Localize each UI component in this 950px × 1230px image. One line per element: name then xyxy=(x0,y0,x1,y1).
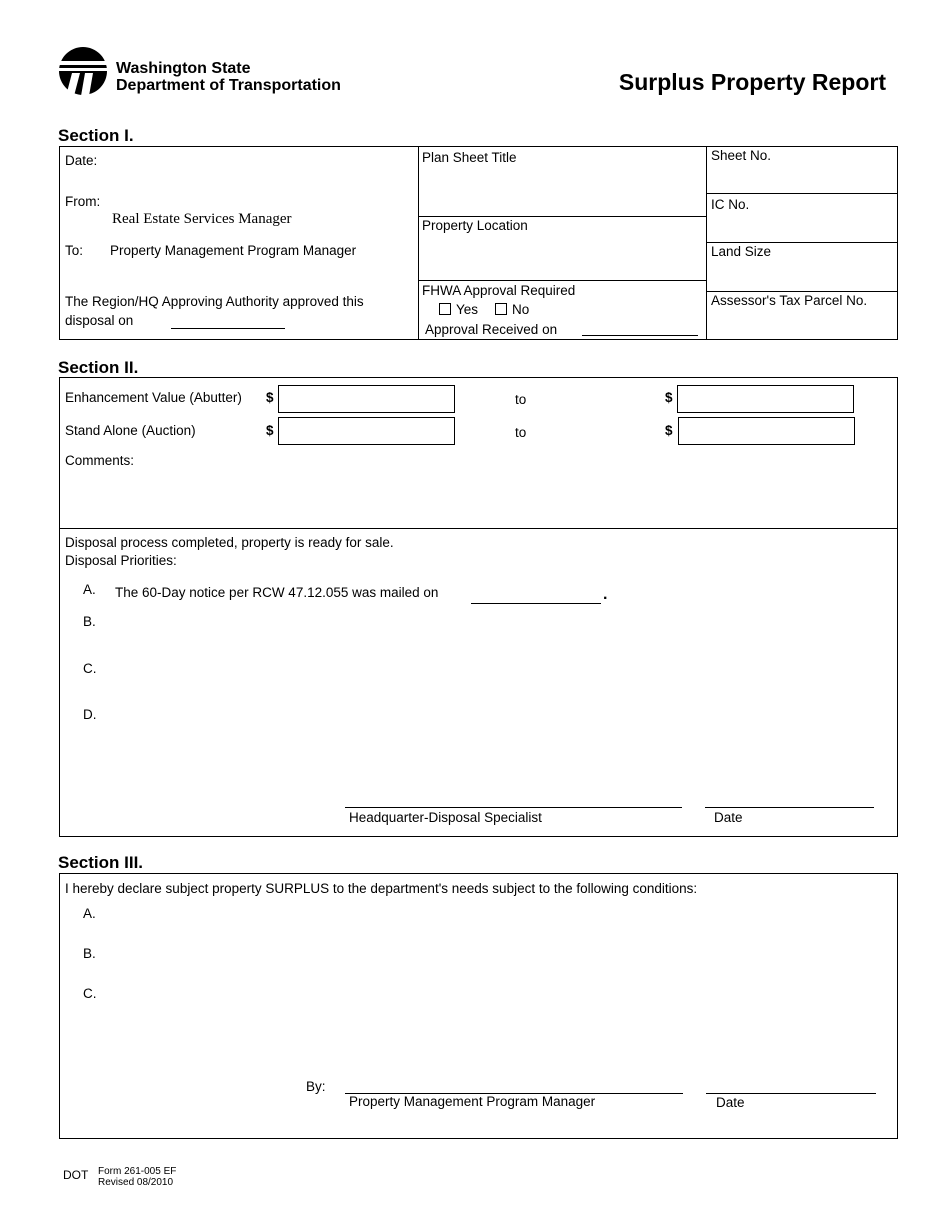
condition-a-letter: A. xyxy=(83,906,96,921)
to-label: To: xyxy=(65,243,84,258)
hq-signature-line[interactable] xyxy=(345,807,682,808)
by-label: By: xyxy=(306,1079,326,1094)
enhancement-label: Enhancement Value (Abutter) xyxy=(65,390,242,405)
pm-date-label: Date xyxy=(716,1095,745,1110)
land-size-label: Land Size xyxy=(711,244,772,259)
enhancement-value-to-input[interactable] xyxy=(677,385,854,413)
sheet-no-label: Sheet No. xyxy=(711,148,772,163)
stand-alone-value-from-input[interactable] xyxy=(278,417,455,445)
section2-box xyxy=(59,377,898,837)
page-title: Surplus Property Report xyxy=(618,69,886,95)
wsdot-logo xyxy=(58,46,108,96)
priority-d-letter: D. xyxy=(83,707,97,722)
wsdot-logo-icon xyxy=(58,46,108,96)
comments-label: Comments: xyxy=(65,453,135,468)
enhancement-value-from-input[interactable] xyxy=(278,385,455,413)
fhwa-yes-label: Yes xyxy=(456,302,479,317)
from-value: Real Estate Services Manager xyxy=(112,211,292,227)
stand-alone-dollar-to: $ xyxy=(665,423,673,438)
section1-heading: Section I. xyxy=(58,126,134,145)
disposal-priorities-label: Disposal Priorities: xyxy=(65,553,177,568)
plan-sheet-title-label: Plan Sheet Title xyxy=(422,150,517,165)
approval-received-line[interactable] xyxy=(582,335,698,336)
fhwa-no-checkbox[interactable] xyxy=(495,303,507,315)
disposal-complete-text: Disposal process completed, property is ready for sale. xyxy=(65,535,394,550)
ic-no-label: IC No. xyxy=(711,197,750,212)
stand-alone-value-to-input[interactable] xyxy=(678,417,855,445)
stand-alone-dollar-from: $ xyxy=(266,423,274,438)
hq-date-line[interactable] xyxy=(705,807,874,808)
pm-date-line[interactable] xyxy=(706,1093,876,1094)
enhancement-to-label: to xyxy=(515,392,527,407)
stand-alone-to-label: to xyxy=(515,425,527,440)
section3-heading: Section III. xyxy=(58,853,144,872)
fhwa-yes-checkbox[interactable] xyxy=(439,303,451,315)
notice-period: . xyxy=(603,586,608,603)
approval-text-line2: disposal on xyxy=(65,313,134,328)
org-name-line1: Washington State xyxy=(116,60,251,77)
priority-a-letter: A. xyxy=(83,582,96,597)
hq-signer-label: Headquarter-Disposal Specialist xyxy=(349,810,542,825)
stand-alone-label: Stand Alone (Auction) xyxy=(65,423,196,438)
priority-c-letter: C. xyxy=(83,661,97,676)
enhancement-dollar-from: $ xyxy=(266,390,274,405)
footer-revised: Revised 08/2010 xyxy=(98,1177,174,1188)
property-location-label: Property Location xyxy=(422,218,528,233)
date-label: Date: xyxy=(65,153,98,168)
from-label: From: xyxy=(65,194,101,209)
condition-c-letter: C. xyxy=(83,986,97,1001)
fhwa-no-label: No xyxy=(512,302,530,317)
pm-signer-label: Property Management Program Manager xyxy=(349,1094,596,1109)
notice-mailed-date-line[interactable] xyxy=(471,603,601,604)
org-name-line2: Department of Transportation xyxy=(116,77,341,94)
footer-dot: DOT xyxy=(63,1168,89,1182)
fhwa-label: FHWA Approval Required xyxy=(422,283,576,298)
to-value: Property Management Program Manager xyxy=(110,243,357,258)
approval-date-line[interactable] xyxy=(171,328,285,329)
priority-a-text: The 60-Day notice per RCW 47.12.055 was mailed on xyxy=(115,585,439,600)
tax-parcel-label: Assessor's Tax Parcel No. xyxy=(711,293,868,308)
footer-form-number: Form 261-005 EF xyxy=(98,1166,177,1177)
hq-date-label: Date xyxy=(714,810,743,825)
condition-b-letter: B. xyxy=(83,946,96,961)
declaration-text: I hereby declare subject property SURPLUS to the department's needs subject to the following conditions: xyxy=(65,881,698,896)
approval-text-line1: The Region/HQ Approving Authority approved this xyxy=(65,294,364,309)
priority-b-letter: B. xyxy=(83,614,96,629)
enhancement-dollar-to: $ xyxy=(665,390,673,405)
approval-received-label: Approval Received on xyxy=(425,322,558,337)
section2-heading: Section II. xyxy=(58,358,139,377)
